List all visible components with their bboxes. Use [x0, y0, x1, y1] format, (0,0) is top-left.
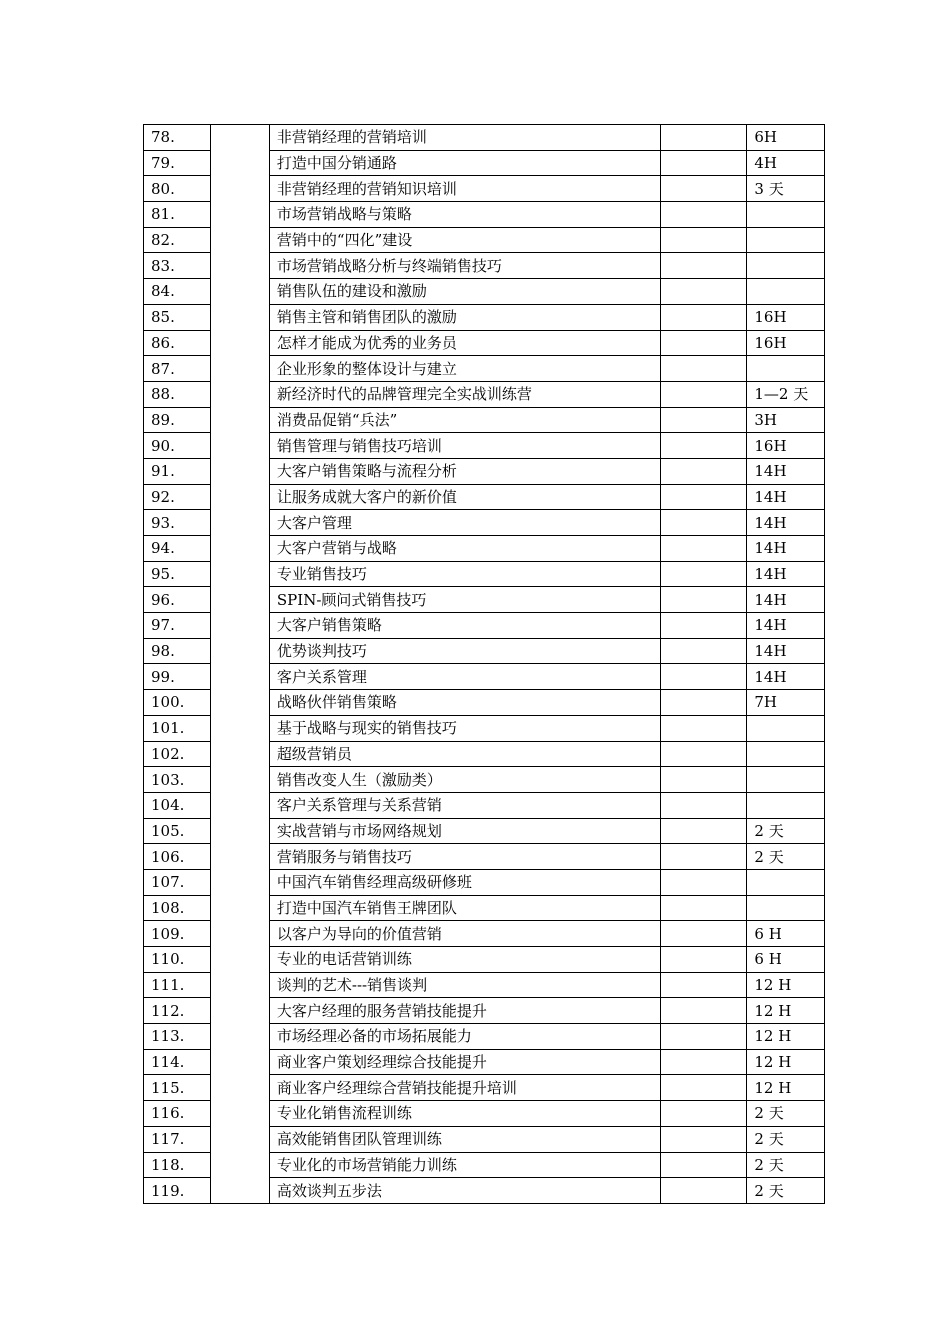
table-row [144, 125, 825, 151]
empty-cell [660, 227, 747, 253]
course-title: 新经济时代的品牌管理完全实战训练营 [269, 381, 660, 407]
course-number: 92. [144, 484, 211, 510]
course-duration [747, 767, 825, 793]
course-number: 82. [144, 227, 211, 253]
course-number: 109. [144, 921, 211, 947]
empty-cell [660, 356, 747, 382]
course-duration: 2 天 [747, 1101, 825, 1127]
empty-cell [660, 613, 747, 639]
course-title: 战略伙伴销售策略 [269, 690, 660, 716]
course-number: 100. [144, 690, 211, 716]
course-duration: 14H [747, 664, 825, 690]
course-number: 110. [144, 947, 211, 973]
course-title: 以客户为导向的价值营销 [269, 921, 660, 947]
course-title: 怎样才能成为优秀的业务员 [269, 330, 660, 356]
course-title: 大客户销售策略与流程分析 [269, 458, 660, 484]
course-number: 112. [144, 998, 211, 1024]
course-title: 商业客户经理综合营销技能提升培训 [269, 1075, 660, 1101]
course-title: 中国汽车销售经理高级研修班 [269, 869, 660, 895]
course-number: 108. [144, 895, 211, 921]
course-title: 营销中的“四化”建设 [269, 227, 660, 253]
course-duration: 12 H [747, 1024, 825, 1050]
course-duration: 1—2 天 [747, 381, 825, 407]
empty-cell [660, 381, 747, 407]
empty-cell [660, 895, 747, 921]
course-duration: 14H [747, 536, 825, 562]
course-duration: 16H [747, 304, 825, 330]
course-duration [747, 253, 825, 279]
empty-cell [660, 304, 747, 330]
course-title: 销售主管和销售团队的激励 [269, 304, 660, 330]
course-duration: 2 天 [747, 1126, 825, 1152]
course-duration: 3H [747, 407, 825, 433]
empty-cell [660, 510, 747, 536]
course-title: 客户关系管理 [269, 664, 660, 690]
course-title: 大客户管理 [269, 510, 660, 536]
course-number: 114. [144, 1049, 211, 1075]
empty-cell [660, 1075, 747, 1101]
course-duration [747, 869, 825, 895]
course-duration: 4H [747, 150, 825, 176]
course-duration [747, 227, 825, 253]
course-title: 客户关系管理与关系营销 [269, 792, 660, 818]
course-title: SPIN-顾问式销售技巧 [269, 587, 660, 613]
course-title: 市场经理必备的市场拓展能力 [269, 1024, 660, 1050]
course-duration: 2 天 [747, 1152, 825, 1178]
course-duration: 2 天 [747, 818, 825, 844]
course-duration [747, 202, 825, 228]
empty-cell [660, 202, 747, 228]
course-duration [747, 715, 825, 741]
course-number: 83. [144, 253, 211, 279]
course-number: 102. [144, 741, 211, 767]
course-table-body [144, 125, 825, 1204]
course-duration: 14H [747, 613, 825, 639]
empty-cell [660, 741, 747, 767]
course-duration [747, 895, 825, 921]
empty-cell [660, 125, 747, 151]
merged-empty-cell [211, 125, 269, 1204]
course-title: 市场营销战略与策略 [269, 202, 660, 228]
empty-cell [660, 587, 747, 613]
course-duration [747, 279, 825, 305]
course-number: 98. [144, 638, 211, 664]
course-number: 106. [144, 844, 211, 870]
course-title: 高效谈判五步法 [269, 1178, 660, 1204]
course-number: 97. [144, 613, 211, 639]
empty-cell [660, 407, 747, 433]
empty-cell [660, 253, 747, 279]
course-number: 103. [144, 767, 211, 793]
course-title: 高效能销售团队管理训练 [269, 1126, 660, 1152]
course-title: 大客户销售策略 [269, 613, 660, 639]
course-number: 86. [144, 330, 211, 356]
empty-cell [660, 1178, 747, 1204]
course-number: 113. [144, 1024, 211, 1050]
course-title: 实战营销与市场网络规划 [269, 818, 660, 844]
empty-cell [660, 1101, 747, 1127]
course-number: 96. [144, 587, 211, 613]
empty-cell [660, 279, 747, 305]
course-title: 市场营销战略分析与终端销售技巧 [269, 253, 660, 279]
empty-cell [660, 818, 747, 844]
empty-cell [660, 1049, 747, 1075]
course-number: 119. [144, 1178, 211, 1204]
course-number: 111. [144, 972, 211, 998]
course-duration: 14H [747, 458, 825, 484]
course-number: 85. [144, 304, 211, 330]
course-title: 专业销售技巧 [269, 561, 660, 587]
course-number: 99. [144, 664, 211, 690]
course-duration: 16H [747, 433, 825, 459]
course-title: 大客户经理的服务营销技能提升 [269, 998, 660, 1024]
course-number: 116. [144, 1101, 211, 1127]
course-duration: 12 H [747, 1075, 825, 1101]
course-title: 优势谈判技巧 [269, 638, 660, 664]
course-title: 打造中国汽车销售王牌团队 [269, 895, 660, 921]
course-duration: 14H [747, 510, 825, 536]
course-number: 87. [144, 356, 211, 382]
course-title: 专业的电话营销训练 [269, 947, 660, 973]
empty-cell [660, 536, 747, 562]
course-number: 117. [144, 1126, 211, 1152]
course-duration [747, 792, 825, 818]
empty-cell [660, 792, 747, 818]
course-duration [747, 356, 825, 382]
course-duration: 12 H [747, 1049, 825, 1075]
course-duration: 14H [747, 587, 825, 613]
course-duration: 6 H [747, 947, 825, 973]
course-number: 94. [144, 536, 211, 562]
course-number: 88. [144, 381, 211, 407]
course-table [143, 124, 825, 1204]
course-number: 118. [144, 1152, 211, 1178]
course-duration: 2 天 [747, 844, 825, 870]
empty-cell [660, 947, 747, 973]
course-number: 89. [144, 407, 211, 433]
course-title: 销售改变人生（激励类） [269, 767, 660, 793]
course-number: 79. [144, 150, 211, 176]
empty-cell [660, 664, 747, 690]
empty-cell [660, 715, 747, 741]
course-title: 专业化的市场营销能力训练 [269, 1152, 660, 1178]
course-number: 91. [144, 458, 211, 484]
course-number: 101. [144, 715, 211, 741]
course-duration: 6H [747, 125, 825, 151]
empty-cell [660, 330, 747, 356]
course-title: 商业客户策划经理综合技能提升 [269, 1049, 660, 1075]
course-title: 大客户营销与战略 [269, 536, 660, 562]
course-number: 84. [144, 279, 211, 305]
course-title: 消费品促销“兵法” [269, 407, 660, 433]
course-duration: 3 天 [747, 176, 825, 202]
course-title: 非营销经理的营销知识培训 [269, 176, 660, 202]
empty-cell [660, 638, 747, 664]
course-duration: 7H [747, 690, 825, 716]
course-duration: 12 H [747, 998, 825, 1024]
course-title: 基于战略与现实的销售技巧 [269, 715, 660, 741]
course-title: 非营销经理的营销培训 [269, 125, 660, 151]
empty-cell [660, 998, 747, 1024]
empty-cell [660, 690, 747, 716]
course-duration: 2 天 [747, 1178, 825, 1204]
empty-cell [660, 176, 747, 202]
empty-cell [660, 1126, 747, 1152]
course-number: 115. [144, 1075, 211, 1101]
empty-cell [660, 1152, 747, 1178]
course-number: 80. [144, 176, 211, 202]
course-number: 104. [144, 792, 211, 818]
empty-cell [660, 921, 747, 947]
empty-cell [660, 972, 747, 998]
course-title: 谈判的艺术---销售谈判 [269, 972, 660, 998]
empty-cell [660, 150, 747, 176]
empty-cell [660, 1024, 747, 1050]
course-title: 专业化销售流程训练 [269, 1101, 660, 1127]
course-title: 营销服务与销售技巧 [269, 844, 660, 870]
course-duration: 14H [747, 484, 825, 510]
course-title: 销售管理与销售技巧培训 [269, 433, 660, 459]
course-number: 107. [144, 869, 211, 895]
empty-cell [660, 767, 747, 793]
course-duration: 14H [747, 638, 825, 664]
empty-cell [660, 484, 747, 510]
course-number: 81. [144, 202, 211, 228]
course-title: 企业形象的整体设计与建立 [269, 356, 660, 382]
empty-cell [660, 844, 747, 870]
course-duration [747, 741, 825, 767]
empty-cell [660, 869, 747, 895]
course-duration: 6 H [747, 921, 825, 947]
course-duration: 16H [747, 330, 825, 356]
course-number: 93. [144, 510, 211, 536]
course-number: 78. [144, 125, 211, 151]
course-number: 90. [144, 433, 211, 459]
course-number: 95. [144, 561, 211, 587]
course-title: 超级营销员 [269, 741, 660, 767]
course-title: 让服务成就大客户的新价值 [269, 484, 660, 510]
empty-cell [660, 561, 747, 587]
course-duration: 12 H [747, 972, 825, 998]
course-duration: 14H [747, 561, 825, 587]
course-title: 打造中国分销通路 [269, 150, 660, 176]
course-number: 105. [144, 818, 211, 844]
empty-cell [660, 433, 747, 459]
course-title: 销售队伍的建设和激励 [269, 279, 660, 305]
empty-cell [660, 458, 747, 484]
